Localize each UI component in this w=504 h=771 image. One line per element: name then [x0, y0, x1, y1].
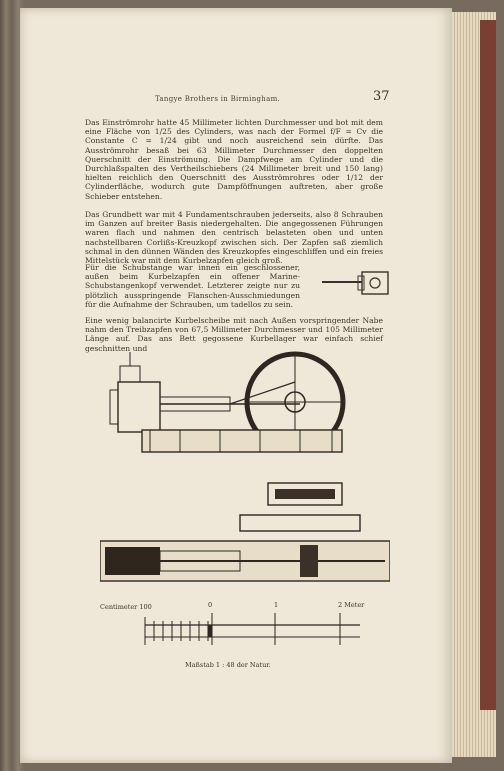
- engine-elevation-drawing: [100, 342, 390, 467]
- scale-tick-0: 0: [208, 601, 213, 609]
- paragraph-3: Für die Schubstange war innen ein geschlossener, außen beim Kurbelzapfen ein offener Marine-Schubstangenkopf verwendet. Letzterer zeigte nur zu plötzlich ausspringende Flanschen-Ausschmiedungen für die Aufnahme der Schrauben, um tadellos zu sein.: [85, 263, 300, 309]
- scale-label-centimeter: Centimeter 100: [100, 603, 152, 611]
- running-head: Tangye Brothers in Birmingham.: [155, 95, 281, 103]
- book-spine: [480, 20, 496, 710]
- page-number: 37: [373, 89, 390, 104]
- paragraph-2: Das Grundbett war mit 4 Fundamentschrauben jederseits, also 8 Schrauben im Ganzen auf breiter Basis niedergehalten. Die angegossenen Führungen waren flach und nahmen den centrisch belasteten oben und unten nachstellbaren Corlißs-Kreuzkopf zwischen sich. Der Zapfen saß ziemlich schmal in den dünnen Wänden des Kreuzkopfes eingeschliffen und ein freies Mittelstück war mit dem Kurbelzapfen gleich groß.: [85, 210, 383, 266]
- connecting-rod-head-figure: [318, 266, 393, 300]
- scale-tick-2: 2 Meter: [338, 601, 365, 609]
- scale-caption: Maßstab 1 : 48 der Natur.: [185, 661, 271, 669]
- paragraph-4: Eine wenig balancirte Kurbelscheibe mit nach Außen vorspringender Nabe nahm den Treibzapfen von 67,5 Millimeter Durchmesser und 105 Millimeter Länge auf. Das ans Bett gegossene Kurbellager war einfach schief geschnitten und: [85, 316, 383, 353]
- paragraph-1: Das Einströmrohr hatte 45 Millimeter lichten Durchmesser und bot mit dem eine Fläche von 1/25 des Cylinders, was nach der Formel f/F = Cv die Constante C = 1/24 gibt und noch ausreichend sein dürfte. Das Ausströmrohr besaß bei 63 Millimeter Durchmesser den doppelten Querschnitt der Einströmung. Die Dampfwege am Cylinder und die Durchlaßspalten des Vertheilschiebers (24 Millimeter breit und 150 lang) hielten reichlich den Querschnitt des Ausströmrohres oder 1/12 der Cylinderfläche, wodurch gute Dampföffnungen auftreten, aber große Schieber entstehen.: [85, 118, 383, 201]
- scale-tick-1: 1: [274, 601, 279, 609]
- engine-plan-drawing: [100, 475, 390, 595]
